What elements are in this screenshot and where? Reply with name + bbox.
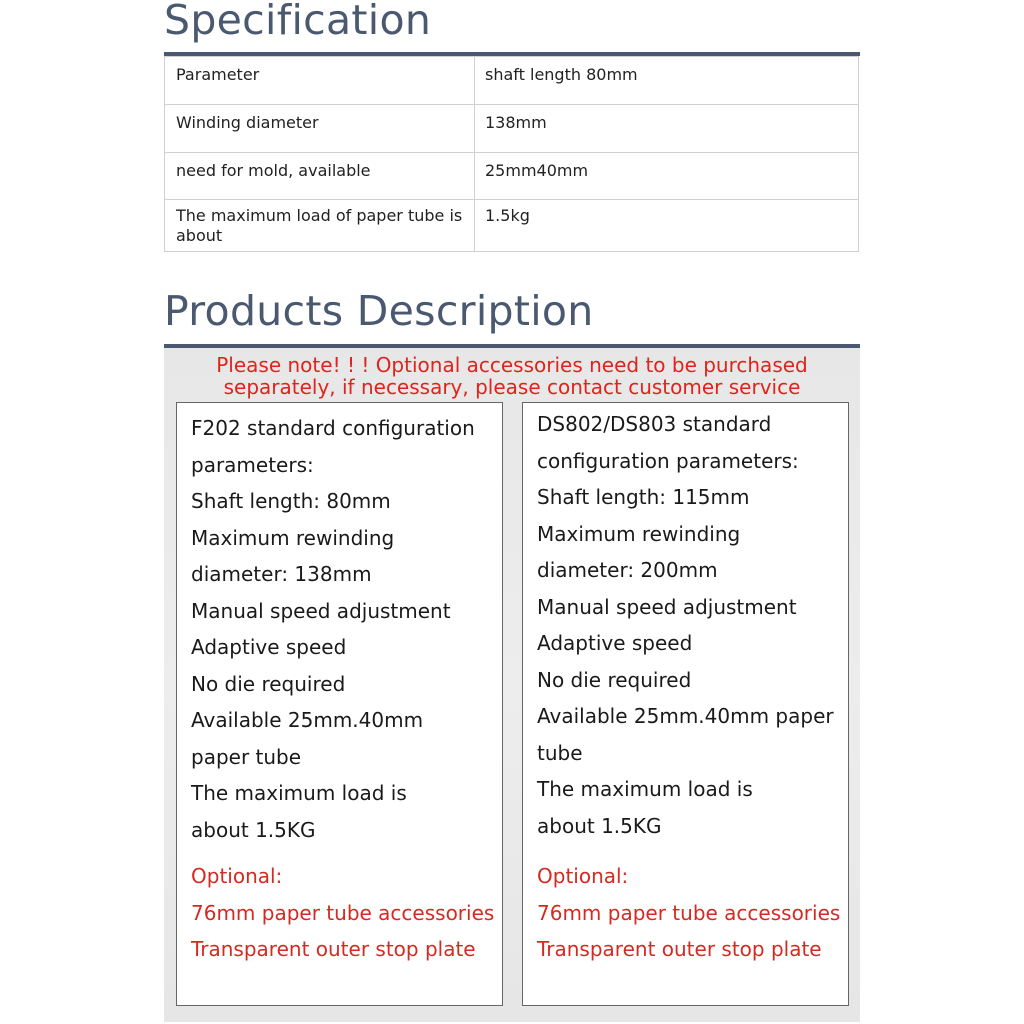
config-line: Maximum rewinding [191, 525, 395, 550]
specification-table [164, 56, 859, 252]
table-row [165, 153, 859, 200]
config-line: Manual speed adjustment [537, 594, 797, 619]
spec-value-cell: 1.5kg [475, 200, 859, 252]
spec-value-cell: 25mm40mm [475, 153, 859, 200]
config-line: No die required [537, 667, 692, 692]
optional-accessories [191, 858, 494, 968]
f202-config-card [176, 402, 503, 1006]
table-row [165, 57, 859, 105]
optional-accessories [537, 858, 840, 968]
config-line: DS802/DS803 standard [537, 412, 772, 436]
spec-param-cell: The maximum load of paper tube is about [165, 200, 475, 252]
spec-value-cell: shaft length 80mm [475, 57, 859, 105]
config-line: Adaptive speed [191, 635, 347, 659]
config-line: Shaft length: 115mm [537, 485, 750, 509]
optional-line: Transparent outer stop plate [537, 937, 822, 961]
optional-line: 76mm paper tube accessories [191, 900, 495, 925]
config-line: Available 25mm.40mm paper [537, 704, 834, 728]
config-line: parameters: [191, 452, 314, 477]
config-line: Adaptive speed [537, 631, 693, 655]
config-parameters [191, 410, 498, 848]
config-line: paper tube [191, 744, 302, 769]
spec-value-cell: 138mm [475, 105, 859, 153]
config-line: Maximum rewinding [537, 521, 741, 546]
products-description-panel [164, 348, 860, 1022]
purchase-notice [164, 354, 860, 398]
optional-line: Optional: [191, 864, 283, 888]
ds802-ds803-config-card [522, 402, 849, 1006]
optional-line: 76mm paper tube accessories [537, 900, 841, 925]
optional-line: Optional: [537, 864, 629, 888]
config-line: Manual speed adjustment [191, 598, 451, 623]
config-line: Available 25mm.40mm [191, 708, 424, 732]
products-description-title: Products Description [164, 287, 594, 335]
table-row [165, 200, 859, 252]
notice-line: separately, if necessary, please contact customer service [223, 375, 801, 399]
config-line: The maximum load is [191, 781, 407, 805]
config-line: about 1.5KG [537, 813, 662, 838]
table-row [165, 105, 859, 153]
config-line: configuration parameters: [537, 448, 799, 473]
spec-param-cell: need for mold, available [165, 153, 475, 200]
config-line: tube [537, 740, 583, 765]
config-line: Shaft length: 80mm [191, 489, 391, 513]
config-line: diameter: 138mm [191, 562, 372, 586]
config-line: F202 standard configuration [191, 416, 475, 440]
config-line: No die required [191, 671, 346, 696]
config-line: diameter: 200mm [537, 558, 718, 582]
config-parameters [537, 406, 844, 844]
config-line: about 1.5KG [191, 817, 316, 842]
spec-param-cell: Parameter [165, 57, 475, 105]
notice-line: Please note! ! ! Optional accessories need to be purchased [216, 353, 808, 377]
specification-title: Specification [164, 0, 432, 44]
config-line: The maximum load is [537, 777, 753, 801]
optional-line: Transparent outer stop plate [191, 937, 476, 961]
spec-param-cell: Winding diameter [165, 105, 475, 153]
